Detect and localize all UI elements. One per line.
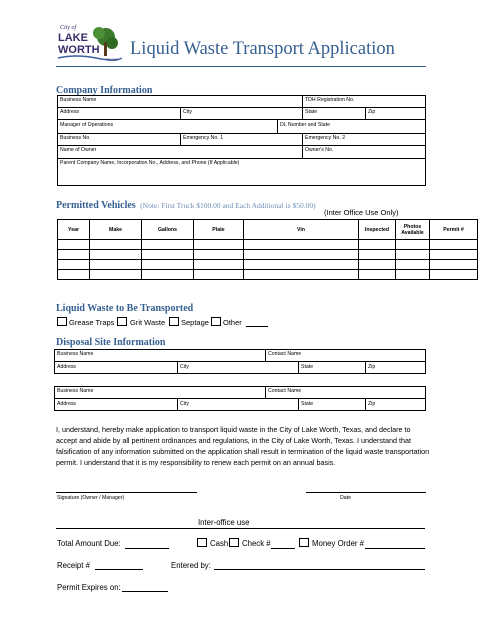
disposal1-city[interactable]: City [180, 364, 189, 370]
total-amount-input[interactable] [125, 548, 169, 549]
disposal1-zip[interactable]: Zip [368, 364, 376, 370]
dl-number-field[interactable]: DL Number and State [280, 122, 330, 128]
office-use-note: (Inter Office Use Only) [324, 208, 399, 217]
money-order-input[interactable] [365, 548, 425, 549]
business-name-field[interactable]: Business Name [60, 97, 97, 103]
receipt-label: Receipt # [57, 561, 90, 570]
col-inspected: Inspected [359, 220, 396, 240]
date-label: Date [340, 495, 351, 501]
septage-checkbox[interactable] [169, 317, 179, 326]
grease-traps-checkbox[interactable] [57, 317, 67, 326]
cash-label: Cash [210, 539, 229, 548]
tdh-registration-field[interactable]: TDH Registration No. [305, 97, 355, 103]
manager-field[interactable]: Manager of Operations [60, 122, 114, 128]
emergency1-field[interactable]: Emergency No. 1 [183, 135, 224, 141]
logo-city-of: City of [60, 25, 77, 31]
disposal1-state[interactable]: State [301, 364, 314, 370]
disposal2-business-name[interactable]: Business Name [57, 388, 94, 394]
check-checkbox[interactable] [229, 538, 239, 547]
entered-by-label: Entered by: [171, 561, 211, 570]
disposal-heading: Disposal Site Information [56, 337, 166, 348]
waste-heading: Liquid Waste to Be Transported [56, 303, 194, 314]
permit-expires-input[interactable] [122, 591, 168, 592]
disposal1-address[interactable]: Address [57, 364, 77, 370]
vehicles-header-row [58, 220, 478, 240]
col-gallons: Gallons [142, 220, 194, 240]
inter-office-heading: Inter-office use [198, 518, 250, 527]
vehicles-fee-note: (Note: First Truck $100.00 and Each Additional is $50.00) [140, 201, 316, 210]
other-checkbox[interactable] [211, 317, 221, 326]
receipt-input[interactable] [95, 569, 143, 570]
money-order-label: Money Order # [312, 539, 365, 548]
col-make: Make [90, 220, 142, 240]
total-amount-label: Total Amount Due: [57, 539, 121, 548]
vehicles-heading: Permitted Vehicles [56, 200, 136, 211]
septage-label: Septage [181, 318, 209, 327]
grease-traps-label: Grease Traps [69, 318, 115, 327]
owner-no-field[interactable]: Owner's No. [305, 147, 334, 153]
logo-name: LAKE WORTH [58, 32, 100, 56]
table-row[interactable] [58, 260, 478, 270]
company-info-heading: Company Information [56, 85, 153, 96]
table-row[interactable] [58, 250, 478, 260]
applicant-statement: I, understand, hereby make application to transport liquid waste in the City of Lake Worth, Texas, and declare to accept and abide by all pertinent ordinances and regulations, in the City of Lake Worth, Texas. I understand that falsification of any information submitted on the application shall result in termination of the liquid waste transportation permit. I understand that it is my responsibility to renew each permit on an annual basis. [56, 425, 430, 468]
city-logo [56, 24, 122, 66]
vehicles-heading-row [56, 195, 316, 213]
disposal2-contact-name[interactable]: Contact Name [268, 388, 302, 394]
disposal1-business-name[interactable]: Business Name [57, 351, 94, 357]
disposal2-address[interactable]: Address [57, 401, 77, 407]
table-row[interactable] [58, 240, 478, 250]
city-field[interactable]: City [183, 109, 192, 115]
page-title: Liquid Waste Transport Application [130, 39, 395, 59]
permit-expires-label: Permit Expires on: [57, 583, 121, 592]
zip-field[interactable]: Zip [368, 109, 376, 115]
money-order-checkbox[interactable] [299, 538, 309, 547]
disposal2-city[interactable]: City [180, 401, 189, 407]
disposal2-state[interactable]: State [301, 401, 314, 407]
col-photos: Photos Available [396, 220, 430, 240]
grit-waste-label: Grit Waste [130, 318, 166, 327]
business-no-field[interactable]: Business No. [60, 135, 91, 141]
inter-office-rule [56, 528, 425, 529]
state-field[interactable]: State [305, 109, 318, 115]
entered-by-input[interactable] [214, 569, 425, 570]
parent-company-field[interactable]: Parent Company Name, Incorporation No., Address, and Phone (If Applicable) [60, 160, 240, 166]
table-row[interactable] [58, 270, 478, 280]
disposal2-zip[interactable]: Zip [368, 401, 376, 407]
other-label: Other [223, 318, 242, 327]
address-field[interactable]: Address [60, 109, 80, 115]
vehicles-table [57, 219, 478, 280]
signature-label: Signature (Owner / Manager) [57, 495, 125, 501]
col-year: Year [58, 220, 90, 240]
cash-checkbox[interactable] [197, 538, 207, 547]
check-number-input[interactable] [271, 548, 295, 549]
date-line[interactable] [306, 492, 426, 493]
signature-line[interactable] [56, 492, 197, 493]
disposal1-contact-name[interactable]: Contact Name [268, 351, 302, 357]
col-plate: Plate [194, 220, 244, 240]
header-rule [56, 66, 426, 67]
logo-tagline: TEXAS [106, 58, 118, 62]
col-vin: Vin [244, 220, 359, 240]
grit-waste-checkbox[interactable] [117, 317, 127, 326]
emergency2-field[interactable]: Emergency No. 2 [305, 135, 346, 141]
col-permit: Permit # [430, 220, 478, 240]
owner-name-field[interactable]: Name of Owner [60, 147, 97, 153]
other-input[interactable] [246, 326, 268, 327]
check-label: Check # [242, 539, 271, 548]
